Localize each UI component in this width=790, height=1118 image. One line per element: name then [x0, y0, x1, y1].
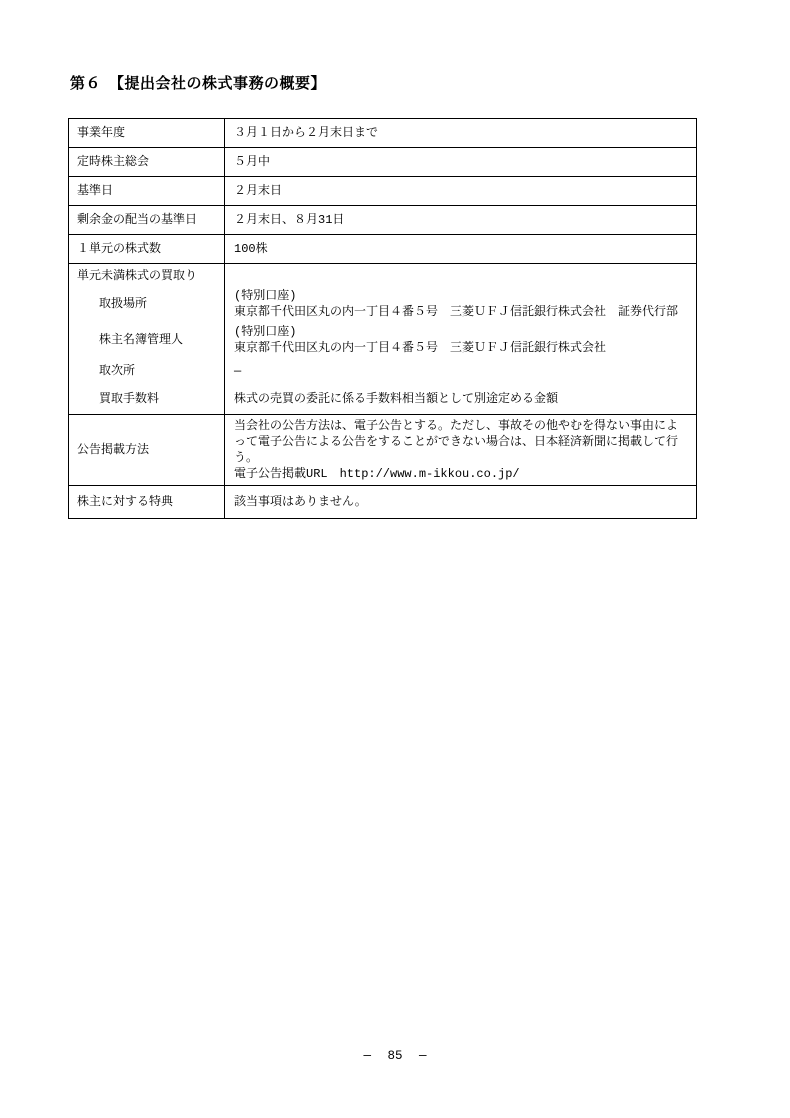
- buyback-header-label: 単元未満株式の買取り: [77, 269, 198, 283]
- table-row-general-meeting: [69, 147, 696, 176]
- sub-row-label: 取扱場所: [99, 297, 148, 311]
- sub-row-label: 株主名簿管理人: [99, 333, 184, 347]
- sub-row-label: 取次所: [99, 364, 136, 378]
- table-row-record-date: [69, 176, 696, 205]
- page-number: ― 85 ―: [363, 1049, 427, 1063]
- value-line: 東京都千代田区丸の内一丁目４番５号 三菱ＵＦＪ信託銀行株式会社: [234, 341, 607, 355]
- sub-row-label: 買取手数料: [99, 392, 160, 406]
- public-notice-body: 当会社の公告方法は、電子公告とする。ただし、事故その他やむを得ない事由によって電子公告による公告をすることができない場合は、日本経済新聞に掲載して行う。: [234, 419, 679, 465]
- buyback-agency-row: [69, 358, 696, 384]
- row-value: ２月末日、８月31日: [234, 213, 345, 227]
- buyback-header-spacer: [225, 264, 696, 286]
- sub-row-value: [225, 322, 696, 358]
- row-value: [225, 415, 696, 485]
- sub-row-value: ―: [234, 364, 242, 378]
- row-label: 公告掲載方法: [69, 415, 225, 485]
- row-value: ５月中: [234, 155, 271, 169]
- row-label: 事業年度: [69, 119, 225, 147]
- public-notice-url-line: 電子公告掲載URL http://www.m-ikkou.co.jp/: [234, 467, 520, 481]
- table-row-shareholder-benefits: [69, 485, 696, 518]
- row-value: ３月１日から２月末日まで: [234, 126, 379, 140]
- row-label: 株主に対する特典: [69, 486, 225, 518]
- table-row-public-notice: [69, 414, 696, 485]
- row-value: 該当事項はありません。: [234, 495, 367, 509]
- table-row-fiscal-year: [69, 119, 696, 147]
- row-value: 100株: [234, 242, 268, 256]
- table-row-share-unit: [69, 234, 696, 263]
- table-row-unit-share-buyback: [69, 263, 696, 414]
- table-row-dividend-record-date: [69, 205, 696, 234]
- value-line: 東京都千代田区丸の内一丁目４番５号 三菱ＵＦＪ信託銀行株式会社 証券代行部: [234, 305, 679, 319]
- sub-row-value: [225, 286, 696, 322]
- buyback-fee-row: [69, 384, 696, 414]
- sub-row-value: 株式の売買の委託に係る手数料相当額として別途定める金額: [234, 392, 559, 406]
- row-label: 定時株主総会: [69, 148, 225, 176]
- section-title: 第６ 【提出会社の株式事務の概要】: [70, 76, 327, 93]
- row-value: ２月末日: [234, 184, 283, 198]
- value-line: (特別口座): [234, 325, 297, 339]
- buyback-header-row: [69, 264, 696, 286]
- value-line: (特別口座): [234, 289, 297, 303]
- stock-administration-table: [68, 118, 697, 519]
- row-label: 基準日: [69, 177, 225, 205]
- row-label: 剰余金の配当の基準日: [69, 206, 225, 234]
- row-label: １単元の株式数: [69, 235, 225, 263]
- buyback-handling-office-row: [69, 286, 696, 322]
- buyback-registrar-row: [69, 322, 696, 358]
